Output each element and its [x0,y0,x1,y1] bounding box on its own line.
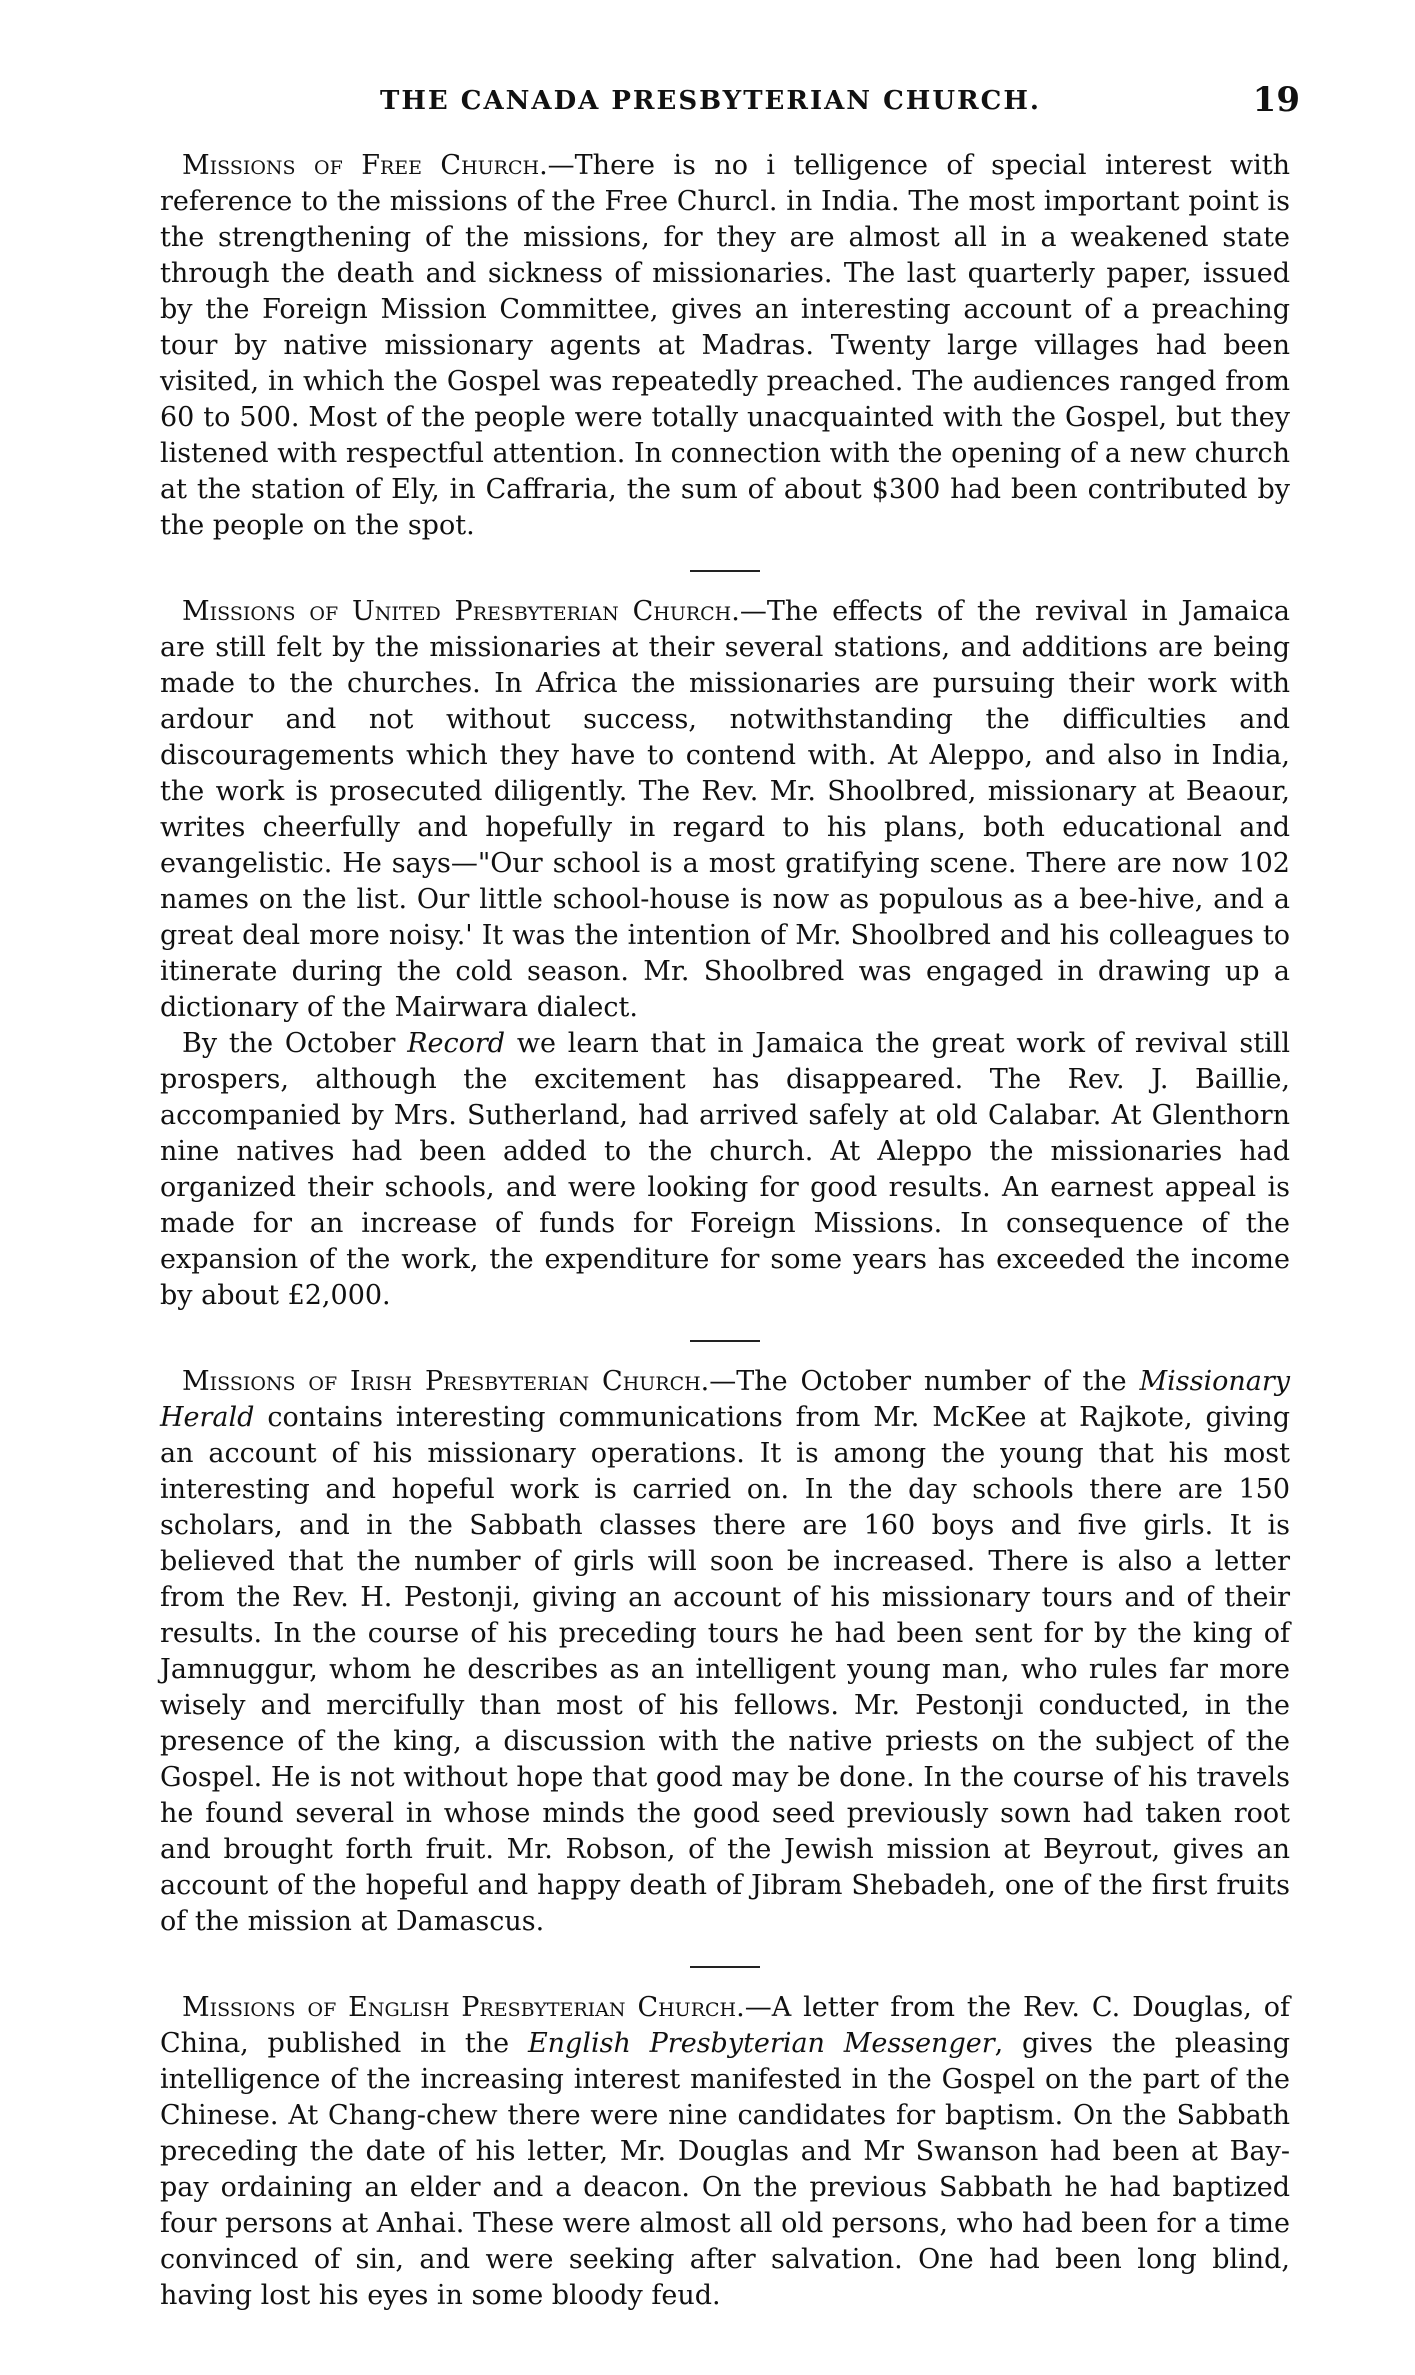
paragraph-text: By the October [182,1028,408,1059]
paragraph-text: we learn that in Jamaica the great work of revival still prospers, although the excitement has disappeared. The Rev. J. Baillie, accompanied by Mrs. Sutherland, had arrived safely at old Calabar. At Glenthorn nine natives had been added to the church. At Aleppo the missionaries had organized their schools, and were looking for good results. An earnest appeal is made for an increase of funds for Foreign Missions. In consequence of the expansion of the work, the expenditure for some years has exceeded the income by about £2,000. [160,1028,1291,1311]
paragraph-text: , gives the pleasing intelligence of the increasing interest manifested in the Gospel on the part of the Chinese. At Chang-chew there were nine candidates for baptism. On the Sabbath preceding the date of his letter, Mr. Douglas and Mr Swanson had been at Bay-pay ordaining an elder and a deacon. On the previous Sabbath he had baptized four persons at Anhai. These were almost all old persons, who had been for a time convinced of sin, and were seeking after salvation. One had been long blind, having lost his eyes in some bloody feud. [160,2028,1290,2311]
paragraph-text: —The October number of the [709,1366,1140,1397]
paragraph-text: —There is no i telligence of special interest with reference to the missions of the Free Churcl. in India. The most important point is the strengthening of the missions, for they are almost all in a weakened state through the death and sickness of missionaries. The last quarterly paper, issued by the Foreign Mission Committee, gives an interesting account of a preaching tour by native missionary agents at Madras. Twenty large villages had been visited, in which the Gospel was repeatedly preached. The audiences ranged from 60 to 500. Most of the people were totally unacquainted with the Gospel, but they listened with respectful attention. In connection with the opening of a new church at the station of Ely, in Caffraria, the sum of about $300 had been contributed by the people on the spot. [160,150,1290,541]
section-heading: Missions of English Presbyterian Church. [182,1992,745,2023]
emphasis-text: English Presbyterian Messenger [527,2028,995,2059]
emphasis-text: Missionary Herald [160,1366,1290,1433]
paragraph [160,1990,1290,2314]
paragraph [160,1026,1290,1314]
page-number: 19 [1252,80,1300,120]
running-title: THE CANADA PRESBYTERIAN CHURCH. [380,86,1041,116]
section-heading: Missions of Free Church. [182,150,548,181]
paragraph [160,594,1290,1026]
paragraph-text: —A letter from the Rev. C. Douglas, of China, published in the [160,1992,1290,2059]
section-divider [690,1340,760,1342]
emphasis-text: Record [407,1028,506,1059]
section-united-presbyterian [160,594,1290,1314]
paragraph [160,1364,1290,1940]
page [160,80,1300,2314]
running-head [160,80,1300,120]
paragraph [160,148,1290,544]
section-free-church [160,148,1290,544]
section-heading: Missions of Irish Presbyterian Church. [182,1366,710,1397]
paragraph-text: —The effects of the revival in Jamaica are still felt by the missionaries at their several stations, and additions are being made to the churches. In Africa the missionaries are pursuing their work with ardour and not without success, notwithstanding the difficulties and discouragements which they have to contend with. At Aleppo, and also in India, the work is prosecuted diligently. The Rev. Mr. Shoolbred, missionary at Beaour, writes cheerfully and hopefully in regard to his plans, both educational and evangelistic. He says—"Our school is a most gratifying scene. There are now 102 names on the list. Our little school-house is now as populous as a bee-hive, and a great deal more noisy.' It was the intention of Mr. Shoolbred and his colleagues to itinerate during the cold season. Mr. Shoolbred was engaged in drawing up a dictionary of the Mairwara dialect. [160,596,1290,1023]
section-english-presbyterian [160,1990,1290,2314]
section-irish-presbyterian [160,1364,1290,1940]
section-divider [690,570,760,572]
section-heading: Missions of United Presbyterian Church. [182,596,740,627]
section-divider [690,1966,760,1968]
paragraph-text: contains interesting communications from Mr. McKee at Rajkote, giving an account of his missionary operations. It is among the young that his most interesting and hopeful work is carried on. In the day schools there are 150 scholars, and in the Sabbath classes there are 160 boys and five girls. It is believed that the number of girls will soon be increased. There is also a letter from the Rev. H. Pestonji, giving an account of his missionary tours and of their results. In the course of his preceding tours he had been sent for by the king of Jamnuggur, whom he describes as an intelligent young man, who rules far more wisely and mercifully than most of his fellows. Mr. Pestonji conducted, in the presence of the king, a discussion with the native priests on the subject of the Gospel. He is not without hope that good may be done. In the course of his travels he found several in whose minds the good seed previously sown had taken root and brought forth fruit. Mr. Robson, of the Jewish mission at Beyrout, gives an account of the hopeful and happy death of Jibram Shebadeh, one of the first fruits of the mission at Damascus. [160,1402,1290,1937]
